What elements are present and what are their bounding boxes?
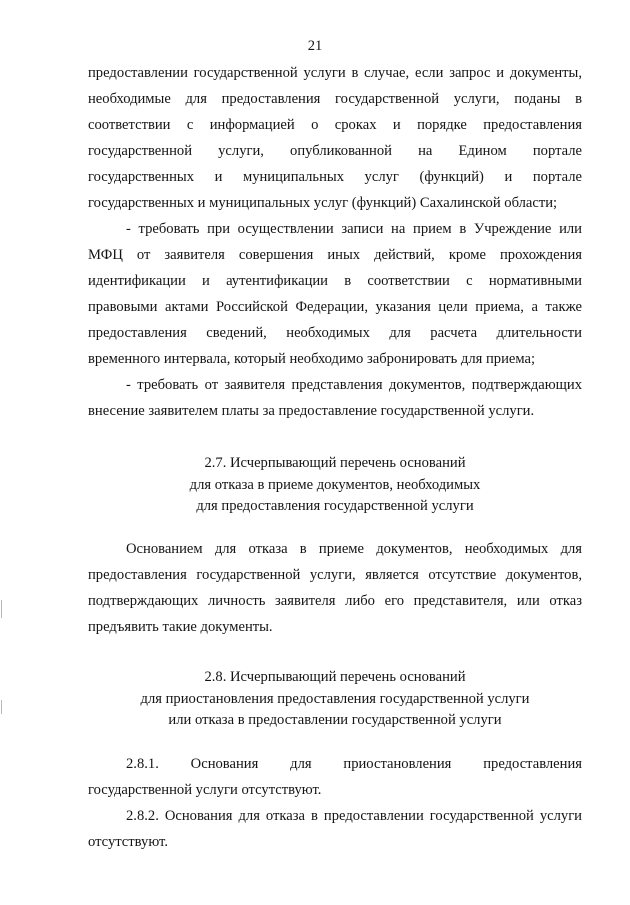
paragraph-line: государственной услуги, опубликованной на Едином портале — [88, 143, 582, 159]
paragraph-line: государственной услуги отсутствуют. — [88, 782, 322, 798]
page-number: 21 — [307, 38, 323, 54]
section-heading-2-7 — [88, 453, 582, 518]
paragraph-line: предъявить такие документы. — [88, 619, 273, 635]
section-heading-2-8 — [88, 667, 582, 732]
paragraph-line: предоставлении государственной услуги в случае, если запрос и документы, — [88, 65, 582, 81]
paragraph-line: государственных и муниципальных услуг (функций) Сахалинской области; — [88, 195, 558, 211]
heading-line: для приостановления предоставления государственной услуги — [140, 690, 530, 707]
heading-line: или отказа в предоставлении государственной услуги — [168, 712, 502, 728]
paragraph-line: правовыми актами Российской Федерации, указания цели приема, а также — [88, 299, 582, 315]
paragraph-line: идентификации и аутентификации в соответствии с нормативными — [88, 273, 582, 289]
paragraph-2-8-2 — [88, 803, 582, 855]
paragraph-line: отсутствуют. — [88, 834, 168, 850]
paragraph-2-8-1 — [88, 751, 582, 803]
paragraph-line: предоставления государственной услуги, является отсутствие документов, — [88, 567, 582, 583]
heading-line: для предоставления государственной услуги — [196, 498, 474, 514]
paragraph-refusal-grounds — [88, 536, 582, 640]
paragraph-line: - требовать при осуществлении записи на прием в Учреждение или — [126, 221, 582, 237]
heading-line: для отказа в приеме документов, необходимых — [189, 476, 481, 493]
paragraph-line: предоставления сведений, необходимых для расчета длительности — [88, 325, 582, 341]
paragraph-line: внесение заявителем платы за предоставление государственной услуги. — [88, 403, 535, 419]
paragraph-line: государственных и муниципальных услуг (функций) и портале — [88, 169, 582, 185]
paragraph-continuation — [88, 60, 582, 216]
paragraph-line: необходимые для предоставления государственной услуги, поданы в — [88, 91, 582, 107]
heading-line: 2.7. Исчерпывающий перечень оснований — [204, 455, 466, 471]
scan-margin-mark — [1, 700, 2, 714]
paragraph-line: - требовать от заявителя представления документов, подтверждающих — [126, 377, 582, 393]
scan-margin-mark — [1, 600, 2, 618]
paragraph-line: МФЦ от заявителя совершения иных действий, кроме прохождения — [88, 247, 582, 263]
paragraph-line: Основанием для отказа в приеме документов, необходимых для — [126, 541, 582, 557]
paragraph-line: соответствии с информацией о сроках и порядке предоставления — [88, 117, 582, 133]
paragraph-line: 2.8.2. Основания для отказа в предоставлении государственной услуги — [126, 808, 582, 824]
paragraph-line: 2.8.1. Основания для приостановления предоставления — [126, 756, 582, 772]
paragraph-requirement-payment — [88, 372, 582, 424]
paragraph-line: подтверждающих личность заявителя либо его представителя, или отказ — [88, 593, 582, 609]
heading-line: 2.8. Исчерпывающий перечень оснований — [204, 669, 466, 685]
paragraph-requirement-booking — [88, 216, 582, 372]
paragraph-line: временного интервала, который необходимо забронировать для приема; — [88, 351, 536, 367]
